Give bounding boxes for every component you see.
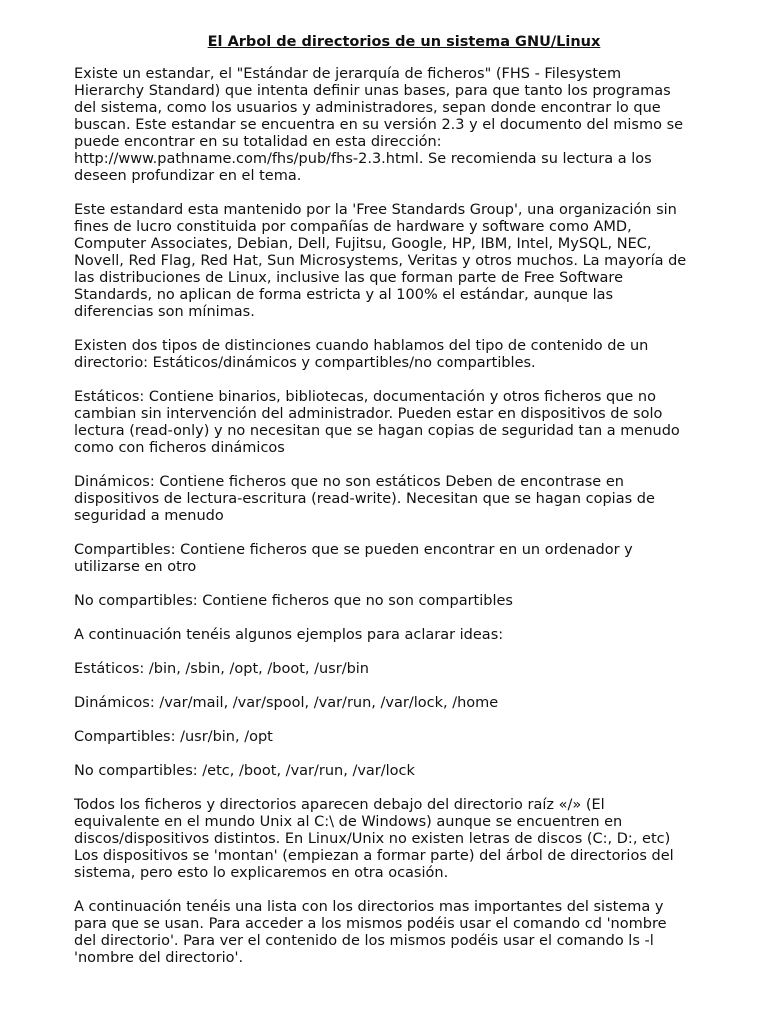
text-line: Standards, no aplican de forma estricta y al 100% el estándar, aunque las: [74, 287, 614, 303]
text-line: fines de lucro constituida por compañías de hardware y software como AMD,: [74, 219, 632, 235]
text-line: 'nombre del directorio'.: [74, 950, 244, 966]
text-line: diferencias son mínimas.: [74, 304, 255, 320]
text-line: dispositivos de lectura-escritura (read-write). Necesitan que se hagan copias de: [74, 491, 655, 507]
text-line: puede encontrar en su totalidad en esta dirección:: [74, 134, 442, 150]
text-line: Todos los ficheros y directorios aparecen debajo del directorio raíz «/» (El: [74, 797, 605, 813]
text-line: Novell, Red Flag, Red Hat, Sun Microsystems, Veritas y otros muchos. La mayoría de: [74, 253, 687, 269]
text-line: sistema, pero esto lo explicaremos en otra ocasión.: [74, 865, 449, 881]
root-directory-paragraph: [74, 797, 734, 882]
text-line: Estáticos: /bin, /sbin, /opt, /boot, /usr/bin: [74, 661, 369, 677]
text-line: No compartibles: /etc, /boot, /var/run, /var/lock: [74, 763, 415, 779]
text-line: del directorio'. Para ver el contenido de los mismos podéis usar el comando ls -l: [74, 933, 654, 949]
text-line: directorio: Estáticos/dinámicos y compartibles/no compartibles.: [74, 355, 536, 371]
shareable-definition-paragraph: [74, 542, 734, 576]
text-line: A continuación tenéis una lista con los directorios mas importantes del sistema y: [74, 899, 664, 915]
document-page: [74, 33, 734, 984]
text-line: Compartibles: /usr/bin, /opt: [74, 729, 273, 745]
directory-list-intro-paragraph: [74, 899, 734, 967]
text-line: Computer Associates, Debian, Dell, Fujitsu, Google, HP, IBM, Intel, MySQL, NEC,: [74, 236, 652, 252]
document-body: [74, 66, 734, 967]
unshareable-definition-paragraph: [74, 593, 734, 610]
fsg-paragraph: [74, 202, 734, 321]
text-line: deseen profundizar en el tema.: [74, 168, 302, 184]
text-line: lectura (read-only) y no necesitan que se hagan copias de seguridad tan a menudo: [74, 423, 680, 439]
text-line: Dinámicos: Contiene ficheros que no son estáticos Deben de encontrase en: [74, 474, 624, 490]
text-line: las distribuciones de Linux, inclusive las que forman parte de Free Software: [74, 270, 623, 286]
text-line: A continuación tenéis algunos ejemplos para aclarar ideas:: [74, 627, 504, 643]
distinctions-paragraph: [74, 338, 734, 372]
text-line: Estáticos: Contiene binarios, bibliotecas, documentación y otros ficheros que no: [74, 389, 656, 405]
text-line: No compartibles: Contiene ficheros que no son compartibles: [74, 593, 513, 609]
text-line: seguridad a menudo: [74, 508, 224, 524]
text-line: Compartibles: Contiene ficheros que se pueden encontrar en un ordenador y: [74, 542, 633, 558]
text-line: Este estandard esta mantenido por la 'Free Standards Group', una organización sin: [74, 202, 677, 218]
examples-intro-paragraph: [74, 627, 734, 644]
unshareable-examples-paragraph: [74, 763, 734, 780]
dynamic-definition-paragraph: [74, 474, 734, 525]
shareable-examples-paragraph: [74, 729, 734, 746]
text-line: equivalente en el mundo Unix al C:\ de Windows) aunque se encuentren en: [74, 814, 623, 830]
text-line: del sistema, como los usuarios y administradores, sepan donde encontrar lo que: [74, 100, 661, 116]
text-line: para que se usan. Para acceder a los mismos podéis usar el comando cd 'nombre: [74, 916, 667, 932]
text-line: como con ficheros dinámicos: [74, 440, 285, 456]
text-line: Existe un estandar, el "Estándar de jerarquía de ficheros" (FHS - Filesystem: [74, 66, 622, 82]
text-line: Existen dos tipos de distinciones cuando hablamos del tipo de contenido de un: [74, 338, 649, 354]
text-line: utilizarse en otro: [74, 559, 197, 575]
static-definition-paragraph: [74, 389, 734, 457]
static-examples-paragraph: [74, 661, 734, 678]
text-line: cambian sin intervención del administrador. Pueden estar en dispositivos de solo: [74, 406, 663, 422]
text-line: Hierarchy Standard) que intenta definir unas bases, para que tanto los programas: [74, 83, 671, 99]
text-line: Dinámicos: /var/mail, /var/spool, /var/run, /var/lock, /home: [74, 695, 499, 711]
text-line: Los dispositivos se 'montan' (empiezan a formar parte) del árbol de directorios del: [74, 848, 674, 864]
text-line: http://www.pathname.com/fhs/pub/fhs-2.3.html. Se recomienda su lectura a los: [74, 151, 652, 167]
dynamic-examples-paragraph: [74, 695, 734, 712]
text-line: discos/dispositivos distintos. En Linux/Unix no existen letras de discos (C:, D:, etc): [74, 831, 671, 847]
text-line: buscan. Este estandar se encuentra en su versión 2.3 y el documento del mismo se: [74, 117, 684, 133]
intro-paragraph: [74, 66, 734, 185]
document-title: El Arbol de directorios de un sistema GNU/Linux: [207, 34, 601, 50]
